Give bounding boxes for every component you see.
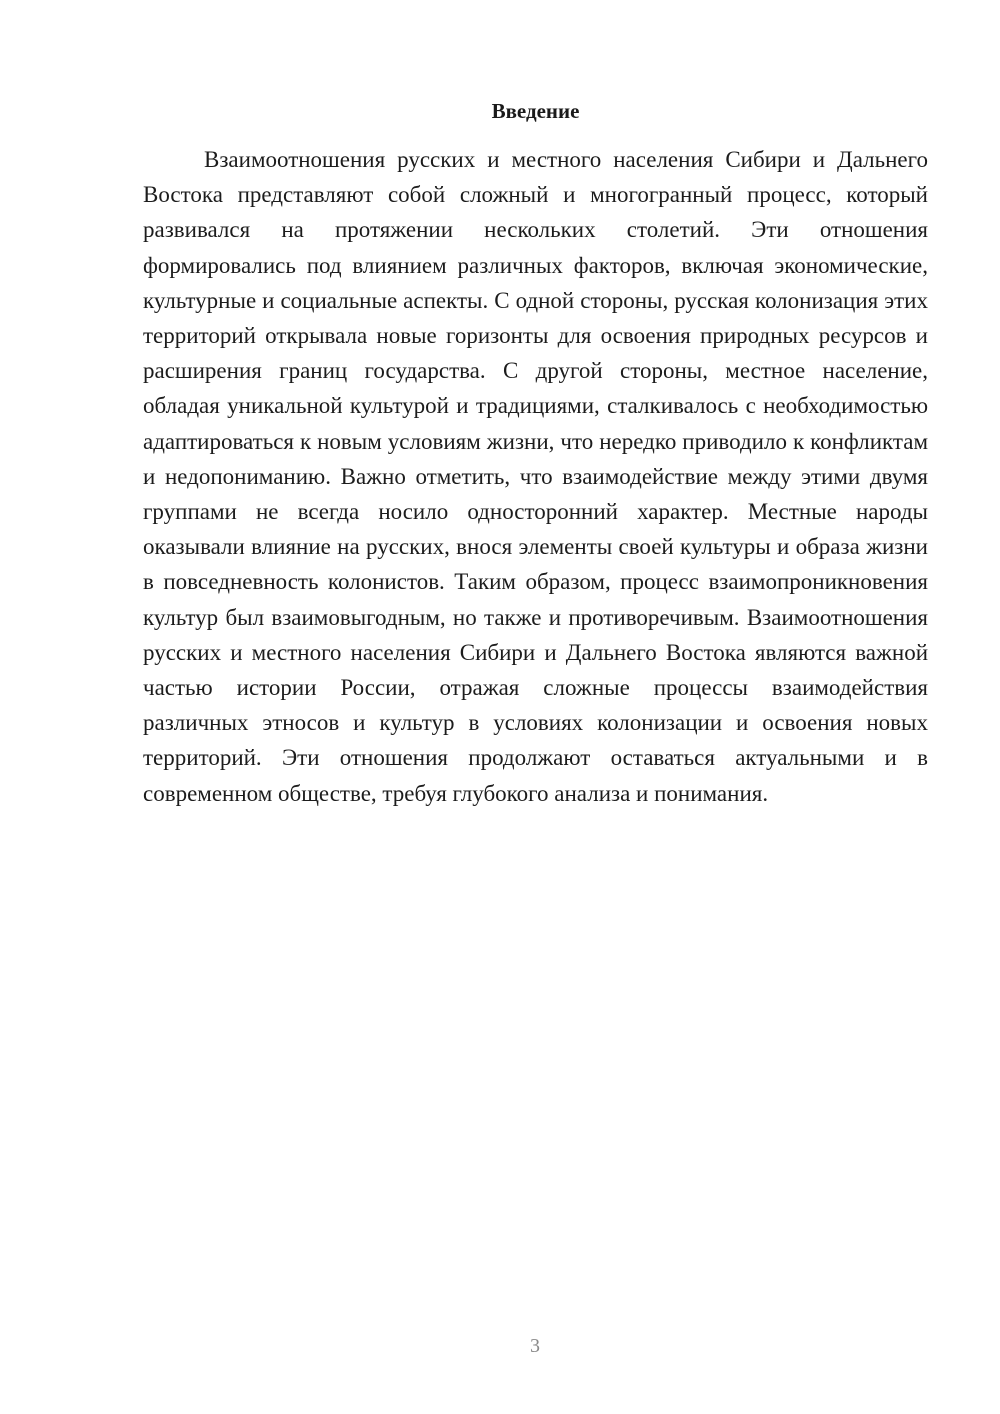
section-title: Введение [491,99,580,123]
page-number: 3 [530,1335,540,1357]
body-paragraph: Взаимоотношения русских и местного населения Сибири и Дальнего Востока представляют собой сложный и многогранный процесс, который развивался на протяжении нескольких столетий. Эти отношения формировались под влиянием различных факторов, включая экономические, культурные и социальные аспекты. С одной стороны, русская колонизация этих территорий открывала новые горизонты для освоения природных ресурсов и расширения границ государства. С другой стороны, местное население, обладая уникальной культурой и традициями, сталкивалось с необходимостью адаптироваться к новым условиям жизни, что нередко приводило к конфликтам и недопониманию. Важно отметить, что взаимодействие между этими двумя группами не всегда носило односторонний характер. Местные народы оказывали влияние на русских, внося элементы своей культуры и образа жизни в повседневность колонистов. Таким образом, процесс взаимопроникновения культур был взаимовыгодным, но также и противоречивым. Взаимоотношения русских и местного населения Сибири и Дальнего Востока являются важной частью истории России, отражая сложные процессы взаимодействия различных этносов и культур в условиях колонизации и освоения новых территорий. Эти отношения продолжают оставаться актуальными и в современном обществе, требуя глубокого анализа и понимания. [143,147,928,806]
